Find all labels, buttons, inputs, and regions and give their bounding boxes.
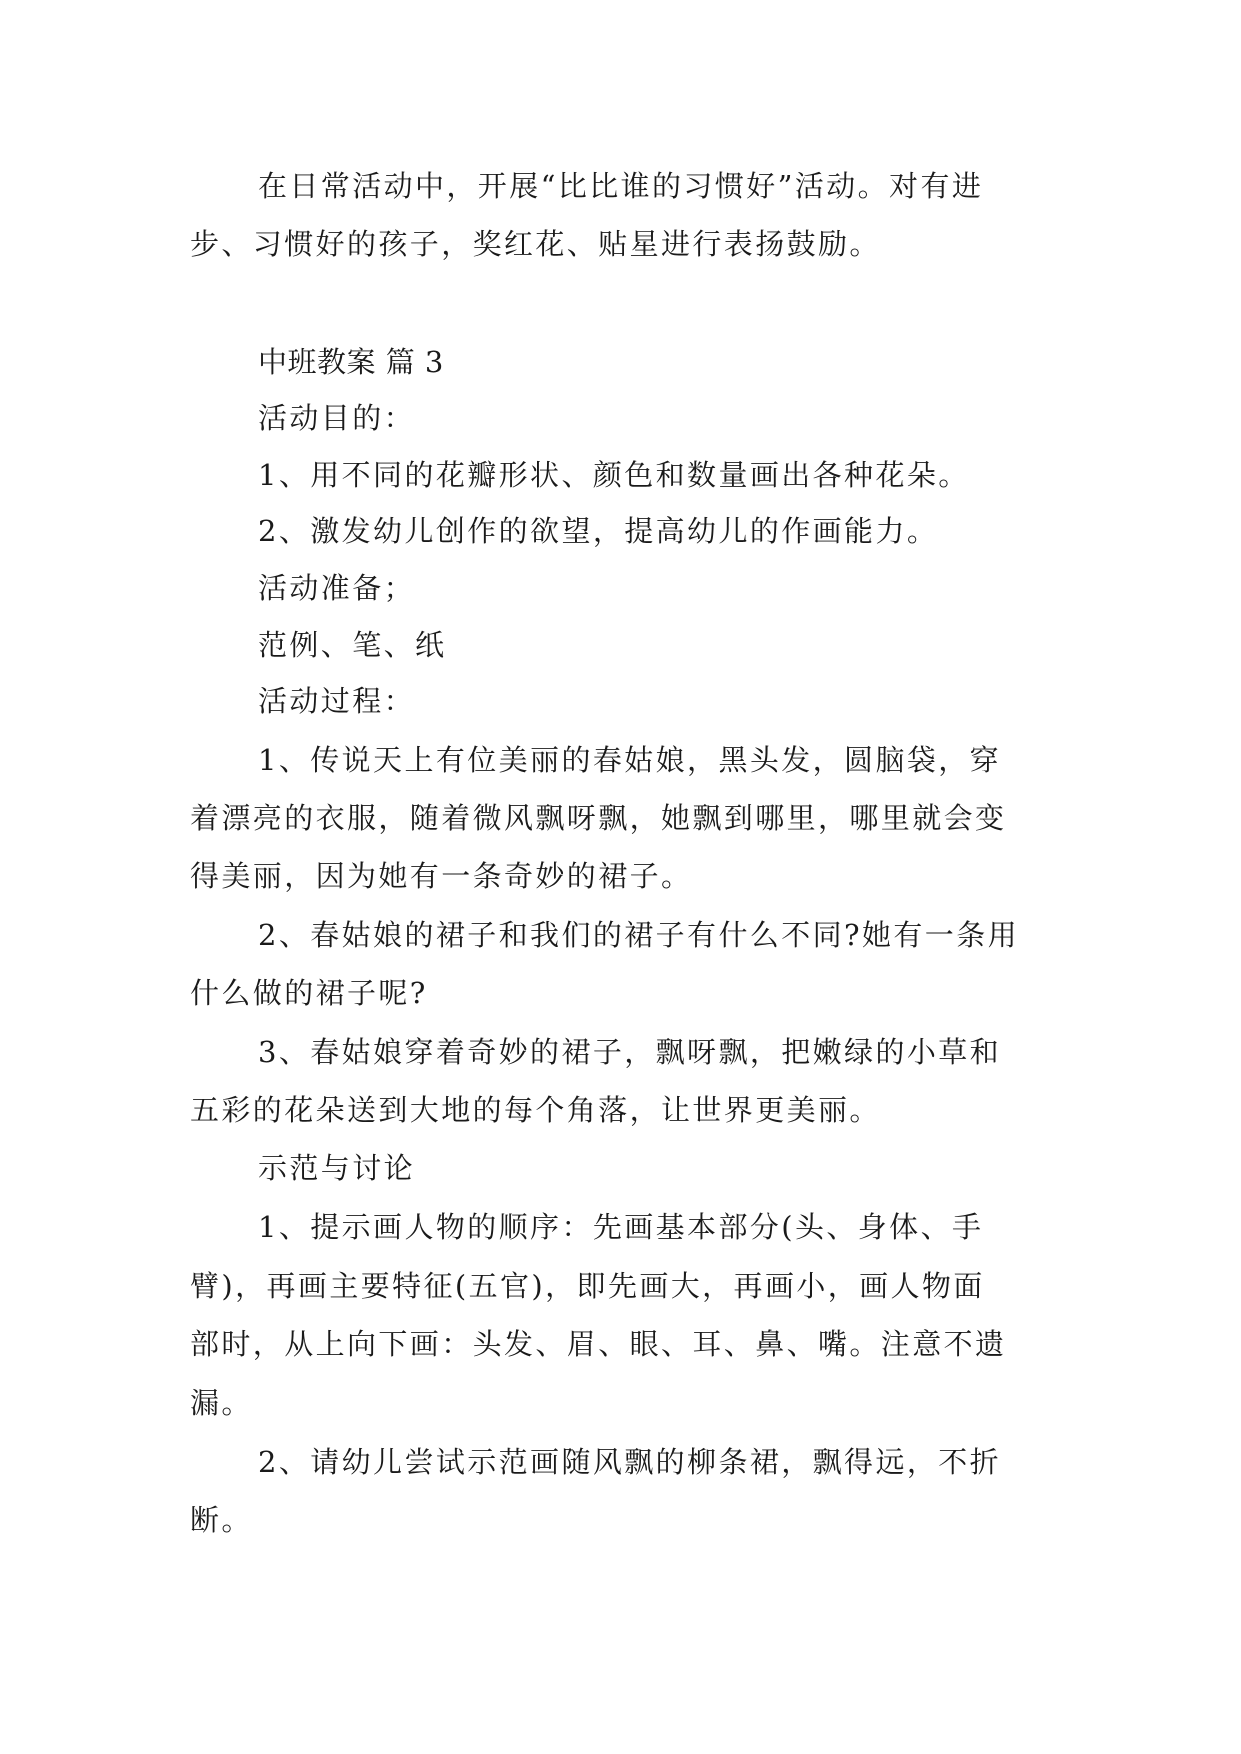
goal-item: 1、用不同的花瓣形状、颜色和数量画出各种花朵。	[258, 458, 970, 492]
subheading-preparation: 活动准备；	[258, 571, 416, 605]
subheading-demonstration: 示范与讨论	[258, 1151, 416, 1185]
paragraph-line: 2、春姑娘的裙子和我们的裙子有什么不同?她有一条用	[258, 918, 1019, 952]
subheading-process: 活动过程：	[258, 684, 416, 718]
paragraph-line: 2、请幼儿尝试示范画随风飘的柳条裙，飘得远，不折	[258, 1445, 1002, 1479]
paragraph-line: 着漂亮的衣服，随着微风飘呀飘，她飘到哪里，哪里就会变	[190, 801, 1007, 835]
paragraph-line: 臂)，再画主要特征(五官)，即先画大，再画小，画人物面	[190, 1269, 985, 1303]
section-heading: 中班教案 篇 3	[258, 345, 444, 379]
subheading-goals: 活动目的：	[258, 401, 416, 435]
paragraph-line: 在日常活动中，开展“比比谁的习惯好”活动。对有进	[258, 169, 984, 203]
preparation-text: 范例、笔、纸	[258, 628, 447, 662]
paragraph-line: 得美丽，因为她有一条奇妙的裙子。	[190, 859, 693, 893]
paragraph-line: 3、春姑娘穿着奇妙的裙子，飘呀飘，把嫩绿的小草和	[258, 1035, 1002, 1069]
paragraph-line: 1、传说天上有位美丽的春姑娘，黑头发，圆脑袋，穿	[258, 743, 1002, 777]
paragraph-line: 漏。	[190, 1386, 253, 1420]
paragraph-line: 什么做的裙子呢?	[190, 976, 428, 1010]
paragraph-line: 步、习惯好的孩子，奖红花、贴星进行表扬鼓励。	[190, 227, 881, 261]
goal-item: 2、激发幼儿创作的欲望，提高幼儿的作画能力。	[258, 514, 939, 548]
paragraph-line: 断。	[190, 1503, 253, 1537]
paragraph-line: 1、提示画人物的顺序：先画基本部分(头、身体、手	[258, 1210, 984, 1244]
paragraph-line: 五彩的花朵送到大地的每个角落，让世界更美丽。	[190, 1093, 881, 1127]
paragraph-line: 部时，从上向下画：头发、眉、眼、耳、鼻、嘴。注意不遗	[190, 1327, 1007, 1361]
